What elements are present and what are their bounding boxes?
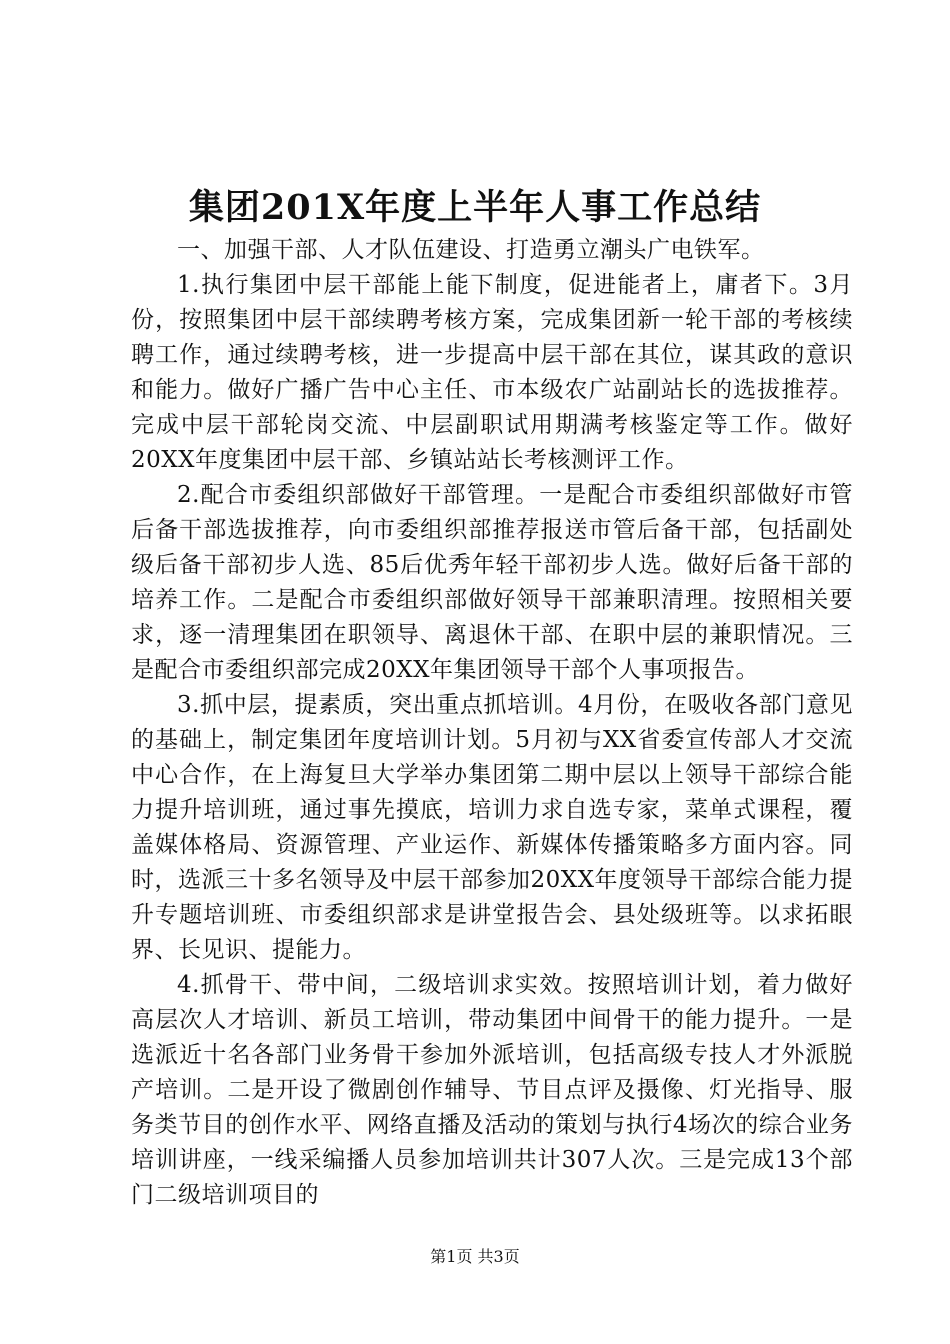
document-title: 集团201X年度上半年人事工作总结 (188, 187, 762, 228)
paragraph-item-2: 2.配合市委组织部做好干部管理。一是配合市委组织部做好市管后备干部选拔推荐，向市委组织部推荐报送市管后备干部，包括副处级后备干部初步人选、85后优秀年轻干部初步人选。做好后备干部的培养工作。二是配合市委组织部做好领导干部兼职清理。按照相关要求，逐一清理集团在职领导、离退休干部、在职中层的兼职情况。三是配合市委组织部完成20XX年集团领导干部个人事项报告。 (131, 482, 853, 683)
paragraph-section-heading: 一、加强干部、人才队伍建设、打造勇立潮头广电铁军。 (177, 237, 765, 263)
paragraph-item-1: 1.执行集团中层干部能上能下制度，促进能者上，庸者下。3月份，按照集团中层干部续聘考核方案，完成集团新一轮干部的考核续聘工作，通过续聘考核，进一步提高中层干部在其位，谋其政的意识和能力。做好广播广告中心主任、市本级农广站副站长的选拔推荐。完成中层干部轮岗交流、中层副职试用期满考核鉴定等工作。做好20XX年度集团中层干部、乡镇站站长考核测评工作。 (131, 272, 853, 473)
paragraph-item-3: 3.抓中层，提素质，突出重点抓培训。4月份，在吸收各部门意见的基础上，制定集团年度培训计划。5月初与XX省委宣传部人才交流中心合作，在上海复旦大学举办集团第二期中层以上领导干部综合能力提升培训班，通过事先摸底，培训力求自选专家，菜单式课程，覆盖媒体格局、资源管理、产业运作、新媒体传播策略多方面内容。同时，选派三十多名领导及中层干部参加20XX年度领导干部综合能力提升专题培训班、市委组织部求是讲堂报告会、县处级班等。以求拓眼界、长见识、提能力。 (131, 692, 854, 963)
paragraph-item-4: 4.抓骨干、带中间，二级培训求实效。按照培训计划，着力做好高层次人才培训、新员工培训，带动集团中间骨干的能力提升。一是选派近十名各部门业务骨干参加外派培训，包括高级专技人才外派脱产培训。二是开设了微剧创作辅导、节目点评及摄像、灯光指导、服务类节目的创作水平、网络直播及活动的策划与执行4场次的综合业务培训讲座，一线采编播人员参加培训共计307人次。三是完成13个部门二级培训项目的 (131, 972, 853, 1208)
document-body (131, 233, 853, 1213)
page-footer: 第1页 共3页 (430, 1247, 520, 1266)
